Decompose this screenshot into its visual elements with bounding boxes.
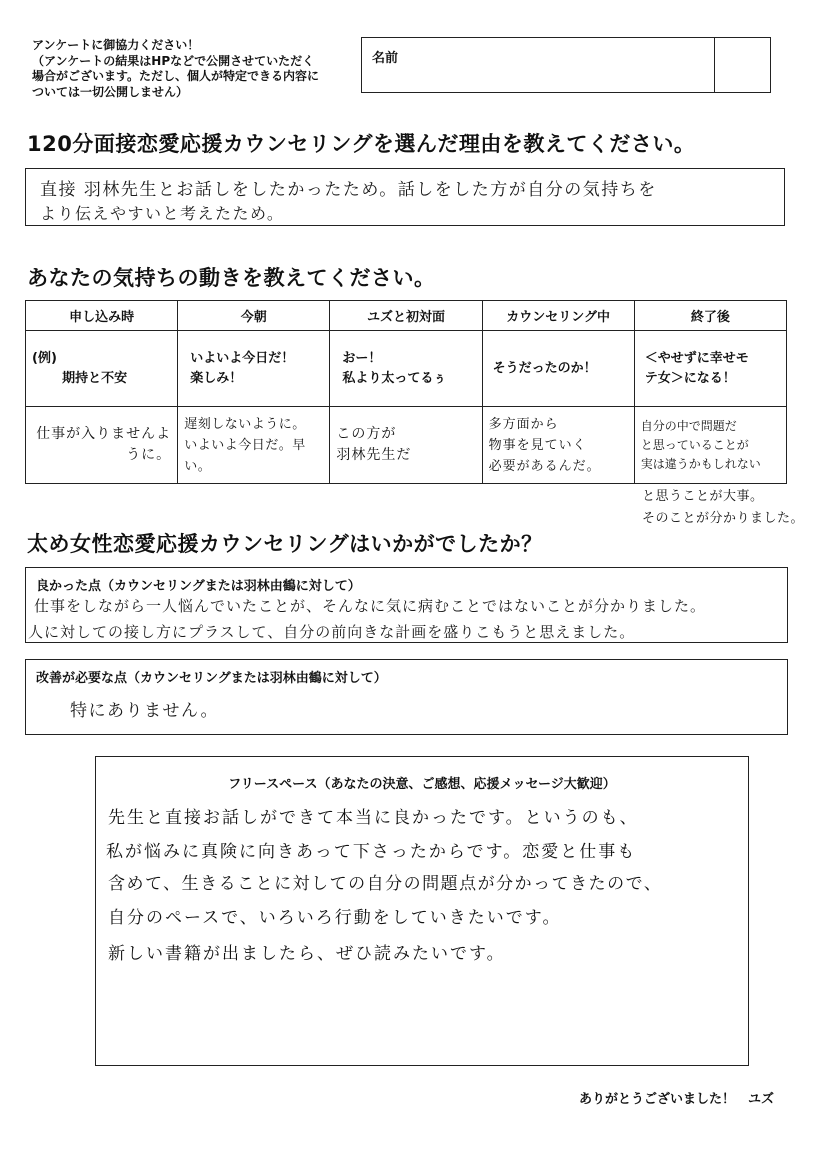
improvement-box[interactable] bbox=[25, 659, 788, 735]
thanks-signature: ありがとうございました！ ユズ bbox=[578, 1092, 774, 1107]
answer-row bbox=[26, 407, 787, 484]
answer-text: 遅刻しないように。 いよいよ今日だ。早い。 bbox=[184, 416, 306, 474]
q1-answer-line: 直接 羽林先生とお話しをしたかったため。話しをした方が自分の気持ちを bbox=[40, 180, 657, 200]
example-text: いよいよ今日だ！ 楽しみ！ bbox=[190, 350, 295, 386]
survey-intro bbox=[32, 38, 352, 100]
answer-cell[interactable] bbox=[178, 407, 330, 484]
improvement-label: 改善が必要な点（カウンセリングまたは羽林由鶴に対して） bbox=[36, 671, 387, 686]
column-header: 今朝 bbox=[178, 301, 330, 331]
free-space-line: 私が悩みに真険に向きあって下さったからです。恋愛と仕事も bbox=[106, 842, 637, 862]
example-text: ＜やせずに幸せモ テ女＞になる！ bbox=[644, 350, 749, 386]
feelings-header-row bbox=[26, 301, 787, 331]
intro-line: （アンケートの結果はHPなどで公開させていただく bbox=[32, 53, 315, 68]
good-points-line: 人に対しての接し方にプラスして、自分の前向きな計画を盛りこもうと思えました。 bbox=[28, 623, 636, 641]
answer-text: 仕事が入りませんように。 bbox=[36, 426, 172, 463]
free-space-box[interactable] bbox=[95, 756, 749, 1066]
example-cell bbox=[634, 331, 786, 407]
name-field[interactable] bbox=[361, 37, 771, 93]
improvement-line: 特にありません。 bbox=[70, 701, 220, 721]
example-cell bbox=[178, 331, 330, 407]
column-header: 終了後 bbox=[634, 301, 786, 331]
feelings-table bbox=[25, 300, 787, 484]
answer-cell[interactable] bbox=[330, 407, 482, 484]
free-space-line: 自分のペースで、いろいろ行動をしていきたいです。 bbox=[108, 908, 562, 928]
example-text: そうだったのか！ bbox=[492, 360, 597, 376]
example-text: 期持と不安 bbox=[62, 370, 128, 386]
answer-overflow bbox=[642, 486, 804, 530]
q1-answer-line: より伝えやすいと考えたため。 bbox=[40, 204, 285, 223]
answer-overflow-line: と思うことが大事。 bbox=[642, 489, 764, 504]
answer-text: 自分の中で問題だ と思っていることが 実は違うかもしれない bbox=[640, 418, 761, 471]
name-label: 名前 bbox=[372, 51, 399, 66]
free-space-line: 新しい書籍が出ましたら、ぜひ読みたいです。 bbox=[108, 944, 506, 964]
q1-answer-box[interactable] bbox=[25, 168, 785, 226]
example-cell bbox=[482, 331, 634, 407]
good-points-label: 良かった点（カウンセリングまたは羽林由鶴に対して） bbox=[36, 579, 361, 594]
intro-line: ついては一切公開しません） bbox=[32, 84, 189, 99]
free-space-line: 含めて、生きることに対しての自分の問題点が分かってきたので、 bbox=[108, 874, 663, 894]
answer-text: この方が 羽林先生だ bbox=[336, 426, 412, 463]
free-space-line: 先生と直接お話しができて本当に良かったです。というのも、 bbox=[108, 808, 639, 828]
name-divider bbox=[714, 38, 715, 92]
example-cell bbox=[330, 331, 482, 407]
example-row bbox=[26, 331, 787, 407]
example-label: (例) bbox=[32, 350, 57, 366]
good-points-line: 仕事をしながら一人悩んでいたことが、そんなに気に病むことではないことが分かりました。 bbox=[34, 597, 707, 615]
intro-line: アンケートに御協力ください！ bbox=[32, 38, 200, 52]
answer-cell[interactable] bbox=[634, 407, 786, 484]
column-header: 申し込み時 bbox=[26, 301, 178, 331]
example-text: おー！ 私より太ってるぅ bbox=[342, 350, 447, 386]
column-header: カウンセリング中 bbox=[482, 301, 634, 331]
q3-heading: 太め女性恋愛応援カウンセリングはいかがでしたか？ bbox=[27, 532, 543, 556]
answer-cell[interactable] bbox=[26, 407, 178, 484]
example-cell bbox=[26, 331, 178, 407]
intro-line: 場合がございます。ただし、個人が特定できる内容に bbox=[32, 69, 320, 83]
free-space-label: フリースペース（あなたの決意、ご感想、応援メッセージ大歓迎） bbox=[228, 777, 616, 792]
q1-heading: 120分面接恋愛応援カウンセリングを選んだ理由を教えてください。 bbox=[27, 132, 696, 156]
answer-cell[interactable] bbox=[482, 407, 634, 484]
answer-overflow-line: そのことが分かりました。 bbox=[642, 511, 805, 526]
column-header: ユズと初対面 bbox=[330, 301, 482, 331]
answer-text: 多方面から 物事を見ていく 必要があるんだ。 bbox=[488, 416, 601, 474]
q2-heading: あなたの気持ちの動きを教えてください。 bbox=[27, 266, 436, 290]
good-points-box[interactable] bbox=[25, 567, 788, 643]
